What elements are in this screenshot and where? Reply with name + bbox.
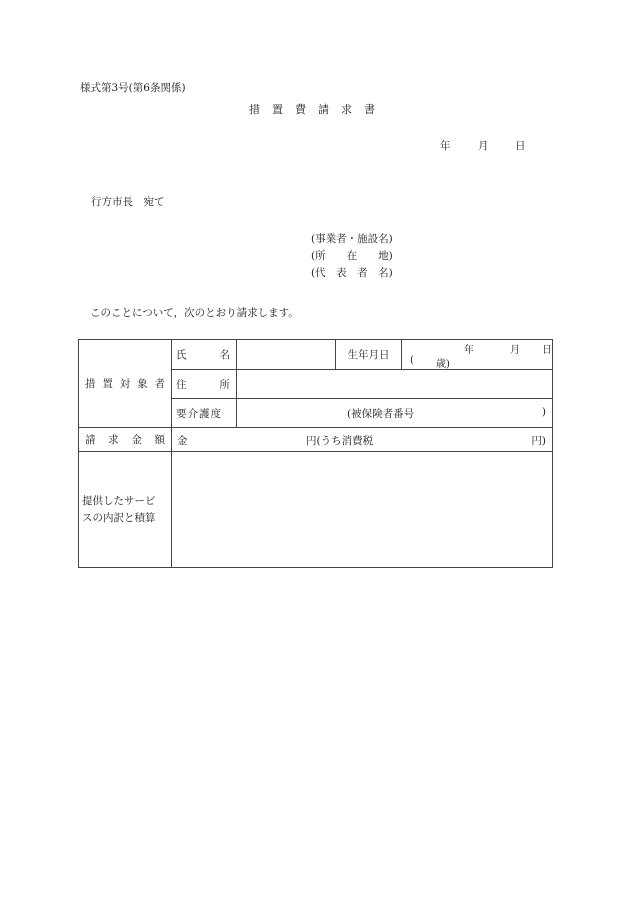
age-label: 歳) <box>436 359 450 370</box>
title-char: 請 <box>318 103 329 116</box>
addressee: 行方市長 宛て <box>91 196 165 208</box>
applicant-business-name: (事業者・施設名) <box>311 233 393 245</box>
date-year-label: 年 <box>440 140 451 152</box>
birthdate-label-cell: 生年月日 <box>336 340 402 370</box>
table-row <box>79 428 553 452</box>
applicant-representative: (代 表 者 名) <box>311 267 393 279</box>
submission-date <box>440 138 526 153</box>
intro-text: このことについて，次のとおり請求します。 <box>90 307 299 319</box>
table-row <box>79 452 553 568</box>
birth-month-label: 月 <box>510 345 520 356</box>
table-row <box>79 340 553 370</box>
amount-label-cell: 請 求 金 額 <box>79 428 172 452</box>
title-char: 費 <box>295 103 306 116</box>
care-level-value-cell[interactable] <box>237 399 553 428</box>
age-open-paren: ( <box>410 355 414 366</box>
title-char: 置 <box>272 103 283 116</box>
request-table <box>78 339 553 568</box>
name-value-cell[interactable] <box>237 340 336 370</box>
services-label-cell: 提供したサービ スの内訳と積算 <box>79 452 172 568</box>
insured-number-close: ) <box>541 405 546 418</box>
amount-yen-close: 円) <box>531 435 546 447</box>
document-title <box>249 101 375 117</box>
services-value-cell[interactable] <box>172 452 553 568</box>
subject-label-cell: 措 置 対 象 者 <box>79 340 172 428</box>
birth-day-label: 日 <box>542 345 552 356</box>
amount-prefix: 金 <box>177 435 188 447</box>
title-char: 措 <box>249 103 260 116</box>
insured-number-open: (被保険者番号 <box>347 407 415 420</box>
date-month-label: 月 <box>478 140 489 152</box>
address-label-cell: 住 所 <box>172 370 237 399</box>
date-day-label: 日 <box>515 140 526 152</box>
amount-yen-tax: 円(うち消費税 <box>306 435 374 447</box>
name-label-cell: 氏 名 <box>172 340 237 370</box>
title-char: 求 <box>341 103 352 116</box>
birthdate-value-cell[interactable] <box>402 340 553 370</box>
form-code: 様式第3号(第6条関係) <box>80 82 186 94</box>
address-value-cell[interactable] <box>237 370 553 399</box>
applicant-address: (所 在 地) <box>311 250 393 262</box>
birth-year-label: 年 <box>464 345 474 356</box>
care-level-label-cell: 要介護度 <box>172 399 237 428</box>
title-char: 書 <box>364 103 375 116</box>
applicant-block <box>311 231 393 282</box>
amount-value-cell[interactable] <box>172 428 553 452</box>
